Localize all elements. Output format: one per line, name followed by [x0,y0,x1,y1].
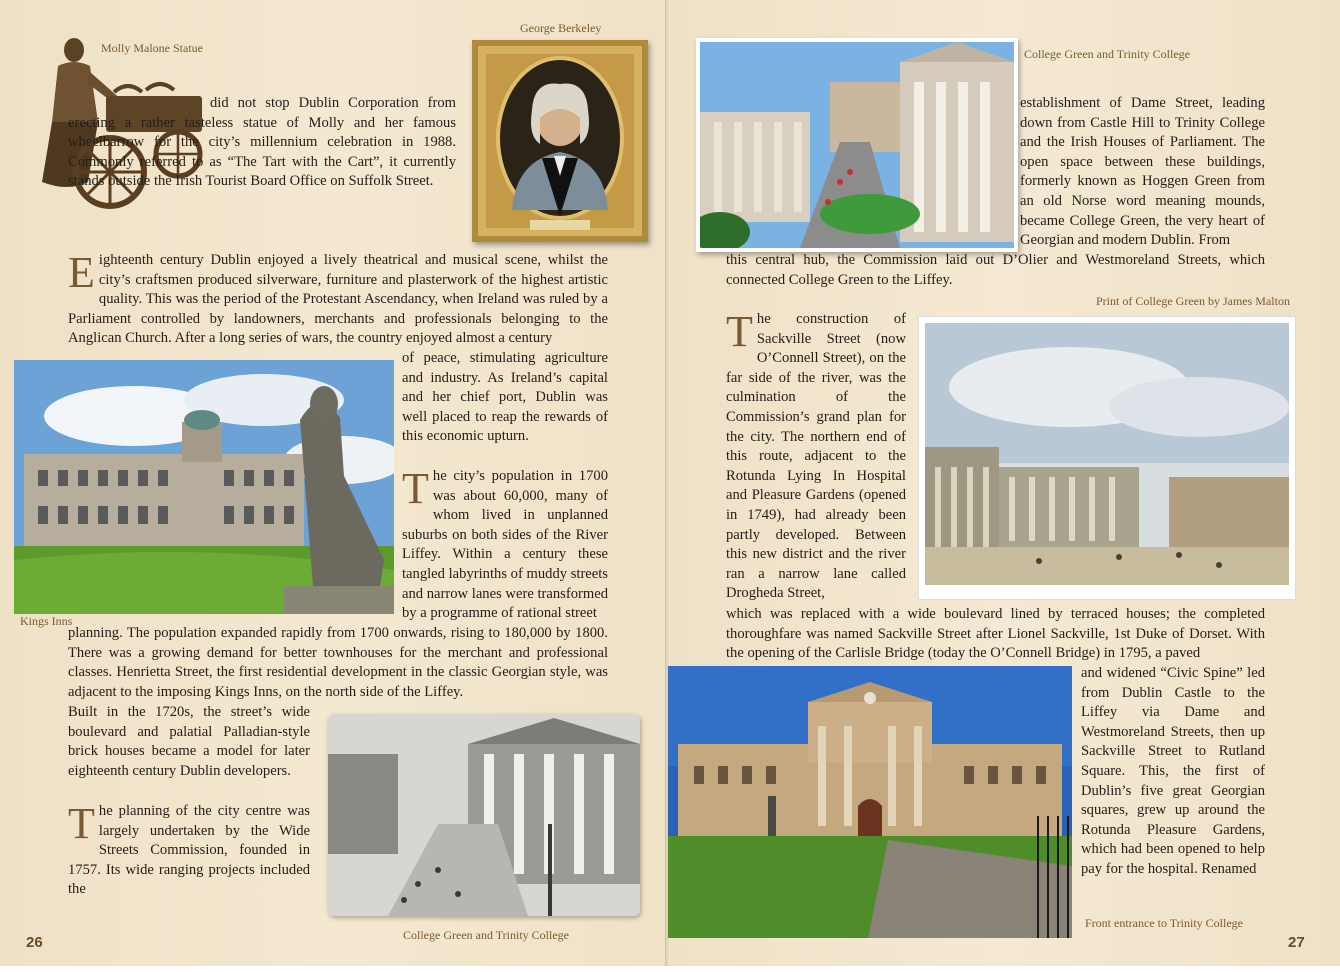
peace-paragraph: of peace, stimulating agriculture and industry. As Ireland’s capital and her chief port, Dublin was well placed to reap the rewards of this economic upturn. [402,350,608,445]
drop-cap: E [68,248,95,297]
college-green-historic-photo [328,714,640,916]
planning-city-paragraph: T he planning of the city centre was largely undertaken by the Wide Streets Commission, founded in 1757. Its wide ranging projects included the [68,799,310,898]
drop-cap: T [68,799,95,848]
molly-caption: Molly Malone Statue [101,41,203,55]
front-entrance-caption: Front entrance to Trinity College [1085,916,1243,930]
page-number-right: 27 [1288,934,1305,951]
molly-paragraph: did not stop Dublin Corporation from erecting a rather tasteless statue of Molly and her famous wheelbarrow for the city’s millennium celebration in 1988. Commonly referred to as “The Tart with the Cart”, it currently stands outside the Irish Tourist Board Office on Suffolk Street. [68,95,456,190]
kings-inns-caption: Kings Inns [20,614,73,628]
right-page [668,0,1340,966]
boulevard-paragraph: which was replaced with a wide boulevard lined by terraced houses; the completed thoroughfare was named Sackville Street after Lionel Sackville, 1st Duke of Dorset. With the opening of the Carlisle Bridge (today the O’Connell Bridge) in 1795, a paved [726,606,1265,662]
built-paragraph: Built in the 1720s, the street’s wide boulevard and palatial Palladian-style brick houses became a model for later eighteenth century Dublin developers. [68,704,310,779]
college-green-photo [696,38,1018,252]
left-page [0,0,666,966]
kings-inns-photo [14,360,394,614]
malton-caption: Print of College Green by James Malton [1096,294,1290,308]
page-number-left: 26 [26,934,43,951]
eighteenth-century-paragraph: E ighteenth century Dublin enjoyed a lively theatrical and musical scene, whilst the city’s craftsmen produced silverware, furniture and plasterwork of the highest artistic quality. This was the period of the Protestant Ascendancy, when Ireland was ruled by a Parliament controlled by landowners, merchants and professionals belonging to the Anglican Church. After a long series of wars, the country enjoyed almost a century [68,248,608,347]
dame-street-paragraph: establishment of Dame Street, leading down from Castle Hill to Trinity College and the Irish Houses of Parliament. The open space between these buildings, formerly known as Hoggen Green from an old Norse word meaning mounds, became College Green, the very heart of Georgian and modern Dublin. From [1020,95,1265,249]
malton-print-image [918,316,1296,600]
drop-cap: T [726,307,753,356]
sackville-paragraph: T he construction of Sackville Street (now O’Connell Street), on the far side of the river, was the culmination of the Commission’s grand plan for the city. The northern end of this route, adjacent to the Rotunda Lying In Hospital and Pleasure Gardens (opened in 1749), had already been partly developed. Between this new district and the river ran a narrow lane called Drogheda Street, [726,307,906,602]
college-green-historic-caption: College Green and Trinity College [403,928,569,942]
civic-spine-paragraph: and widened “Civic Spine” led from Dublin Castle to the Liffey via Dame and Westmoreland Streets, then up Sackville Street to Rutland Square. This, the first of Dublin’s five great Georgian squares, grew up around the Rotunda Pleasure Gardens, which had been opened to help pay for the hospital. Renamed [1081,665,1265,877]
george-berkeley-portrait [472,40,648,242]
planning-paragraph: planning. The population expanded rapidly from 1700 onwards, rising to 180,000 by 1800. There was a growing demand for better townhouses for the merchant and professional classes. Henrietta Street, the first residential development in the classic Georgian style, was adjacent to the imposing Kings Inns, on the north side of the Liffey. [68,625,608,700]
trinity-front-entrance-photo [668,666,1072,938]
drop-cap: T [402,464,429,513]
college-green-caption: College Green and Trinity College [1024,47,1190,61]
population-paragraph: T he city’s population in 1700 was about 60,000, many of whom lived in unplanned suburbs on both sides of the River Liffey. Within a century these tangled labyrinths of muddy streets and narrow lanes were transformed by a programme of rational street [402,464,608,622]
berkeley-caption: George Berkeley [520,21,602,35]
hub-paragraph: this central hub, the Commission laid out D’Olier and Westmoreland Streets, which connected College Green to the Liffey. [726,252,1265,288]
